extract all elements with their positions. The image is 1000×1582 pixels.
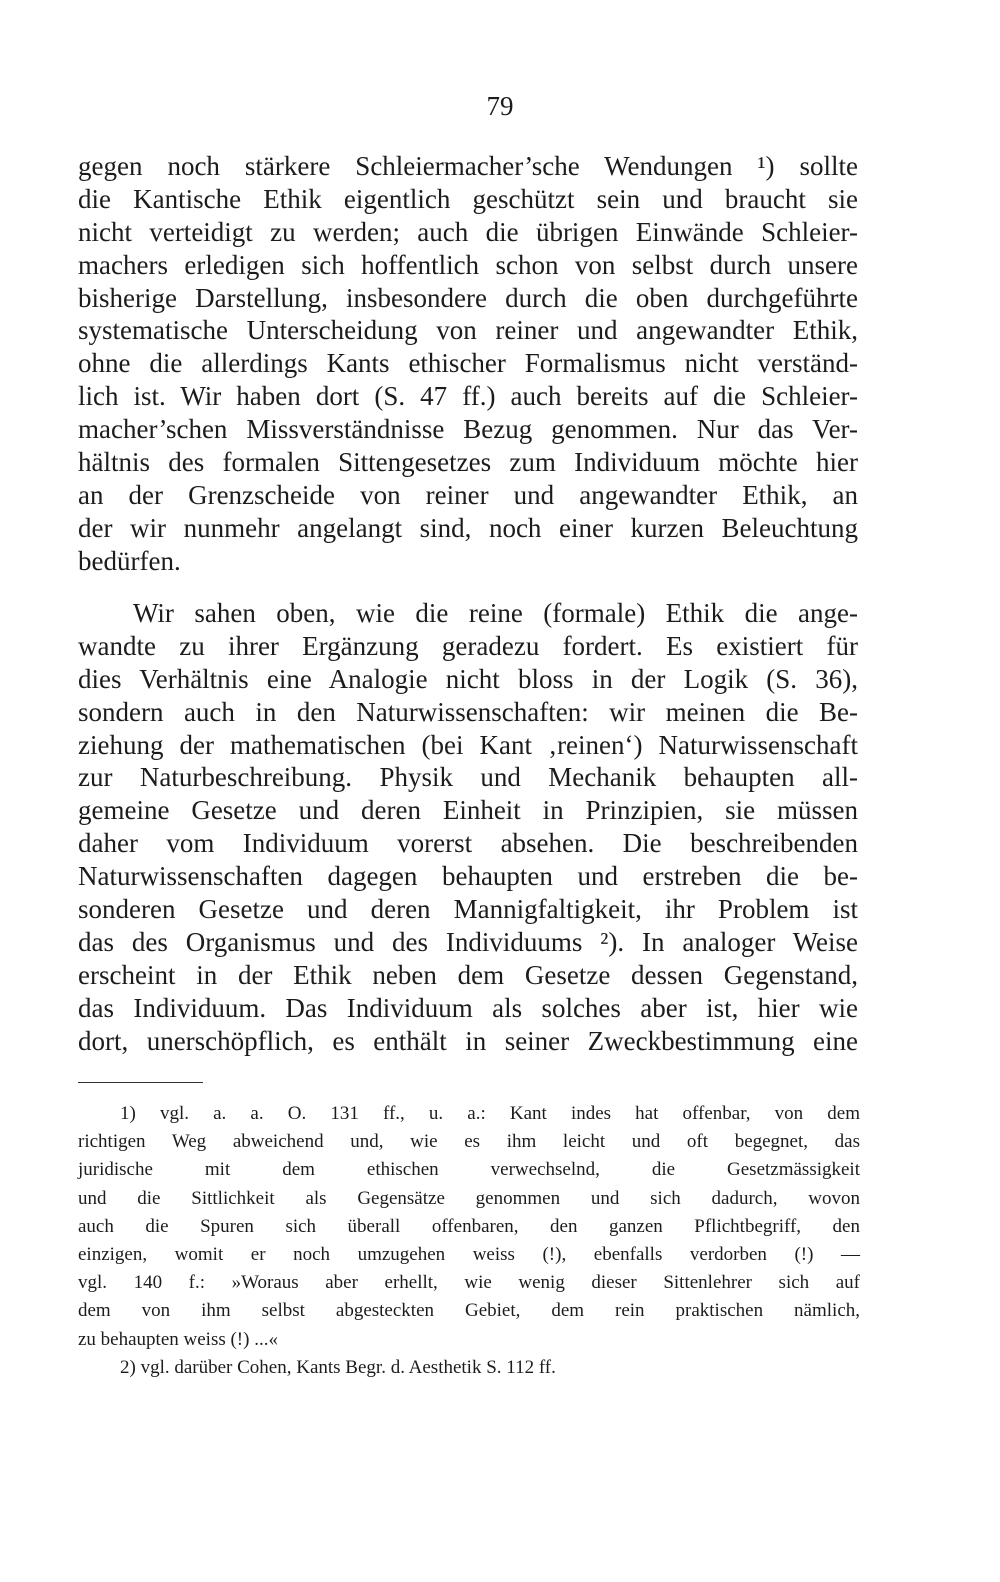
text-line: erscheint in der Ethik neben dem Gesetze dessen Gegenstand,	[78, 959, 858, 990]
text-line: gemeine Gesetze und deren Einheit in Prinzipien, sie müssen	[78, 795, 858, 826]
footnote-divider	[78, 1082, 203, 1083]
footnote-2: 2) vgl. darüber Cohen, Kants Begr. d. Aesthetik S. 112 ff.	[120, 1356, 556, 1378]
paragraph-2	[78, 597, 858, 1057]
footnote-1-line: dem von ihm selbst abgesteckten Gebiet, dem rein praktischen nämlich,	[78, 1300, 860, 1322]
text-line: die Kantische Ethik eigentlich geschützt sein und braucht sie	[78, 183, 858, 214]
text-line: macher’schen Missverständnisse Bezug genommen. Nur das Ver-	[78, 414, 858, 445]
text-line: bedürfen.	[78, 545, 181, 576]
text-line: sondern auch in den Naturwissenschaften: wir meinen die Be-	[78, 696, 858, 727]
text-line: Naturwissenschaften dagegen behaupten und erstreben die be-	[78, 861, 858, 892]
text-line: sonderen Gesetze und deren Mannigfaltigkeit, ihr Problem ist	[78, 894, 858, 925]
footnote-1-line: richtigen Weg abweichend und, wie es ihm leicht und oft begegnet, das	[78, 1131, 860, 1153]
text-line: der wir nunmehr angelangt sind, noch einer kurzen Beleuchtung	[78, 512, 858, 543]
footnotes	[78, 1100, 860, 1382]
text-line: wandte zu ihrer Ergänzung geradezu fordert. Es existiert für	[78, 630, 858, 661]
text-line: hältnis des formalen Sittengesetzes zum Individuum möchte hier	[78, 447, 858, 478]
paragraph-1	[78, 150, 858, 578]
footnote-1-line: auch die Spuren sich überall offenbaren, den ganzen Pflichtbegriff, den	[78, 1215, 860, 1237]
text-line: lich ist. Wir haben dort (S. 47 ff.) auch bereits auf die Schleier-	[78, 381, 858, 412]
footnote-1-line: vgl. 140 f.: »Woraus aber erhellt, wie wenig dieser Sittenlehrer sich auf	[78, 1272, 860, 1294]
footnote-1-line: juridische mit dem ethischen verwechselnd, die Gesetzmässigkeit	[78, 1159, 860, 1181]
footnote-1-line: 1) vgl. a. a. O. 131 ff., u. a.: Kant indes hat offenbar, von dem	[120, 1103, 860, 1124]
footnote-1-line: zu behaupten weiss (!) ...«	[78, 1328, 278, 1350]
text-line: daher vom Individuum vorerst absehen. Die beschreibenden	[78, 828, 858, 859]
text-line: dort, unerschöpflich, es enthält in seiner Zweckbestimmung eine	[78, 1025, 858, 1056]
footnote-1-line: einzigen, womit er noch umzugehen weiss (!), ebenfalls verdorben (!) —	[78, 1243, 860, 1265]
text-line: ohne die allerdings Kants ethischer Formalismus nicht verständ-	[78, 348, 858, 379]
text-line: gegen noch stärkere Schleiermacher’sche Wendungen ¹) sollte	[78, 151, 858, 181]
text-line: bisherige Darstellung, insbesondere durch die oben durchgeführte	[78, 282, 858, 313]
text-line: machers erledigen sich hoffentlich schon von selbst durch unsere	[78, 249, 858, 280]
text-line: an der Grenzscheide von reiner und angewandter Ethik, an	[78, 479, 858, 510]
text-line: ziehung der mathematischen (bei Kant ‚reinen‘) Naturwissenschaft	[78, 729, 858, 760]
text-line: zur Naturbeschreibung. Physik und Mechanik behaupten all-	[78, 762, 858, 793]
text-line: das Individuum. Das Individuum als solches aber ist, hier wie	[78, 992, 858, 1023]
text-line: Wir sahen oben, wie die reine (formale) Ethik die ange-	[133, 598, 858, 628]
footnote-1-line: und die Sittlichkeit als Gegensätze genommen und sich dadurch, wovon	[78, 1187, 860, 1209]
text-line: nicht verteidigt zu werden; auch die übrigen Einwände Schleier-	[78, 216, 858, 247]
text-line: dies Verhältnis eine Analogie nicht bloss in der Logik (S. 36),	[78, 663, 858, 694]
page-number: 79	[486, 91, 514, 121]
text-line: das des Organismus und des Individuums ²). In analoger Weise	[78, 926, 858, 957]
text-line: systematische Unterscheidung von reiner und angewandter Ethik,	[78, 315, 858, 346]
